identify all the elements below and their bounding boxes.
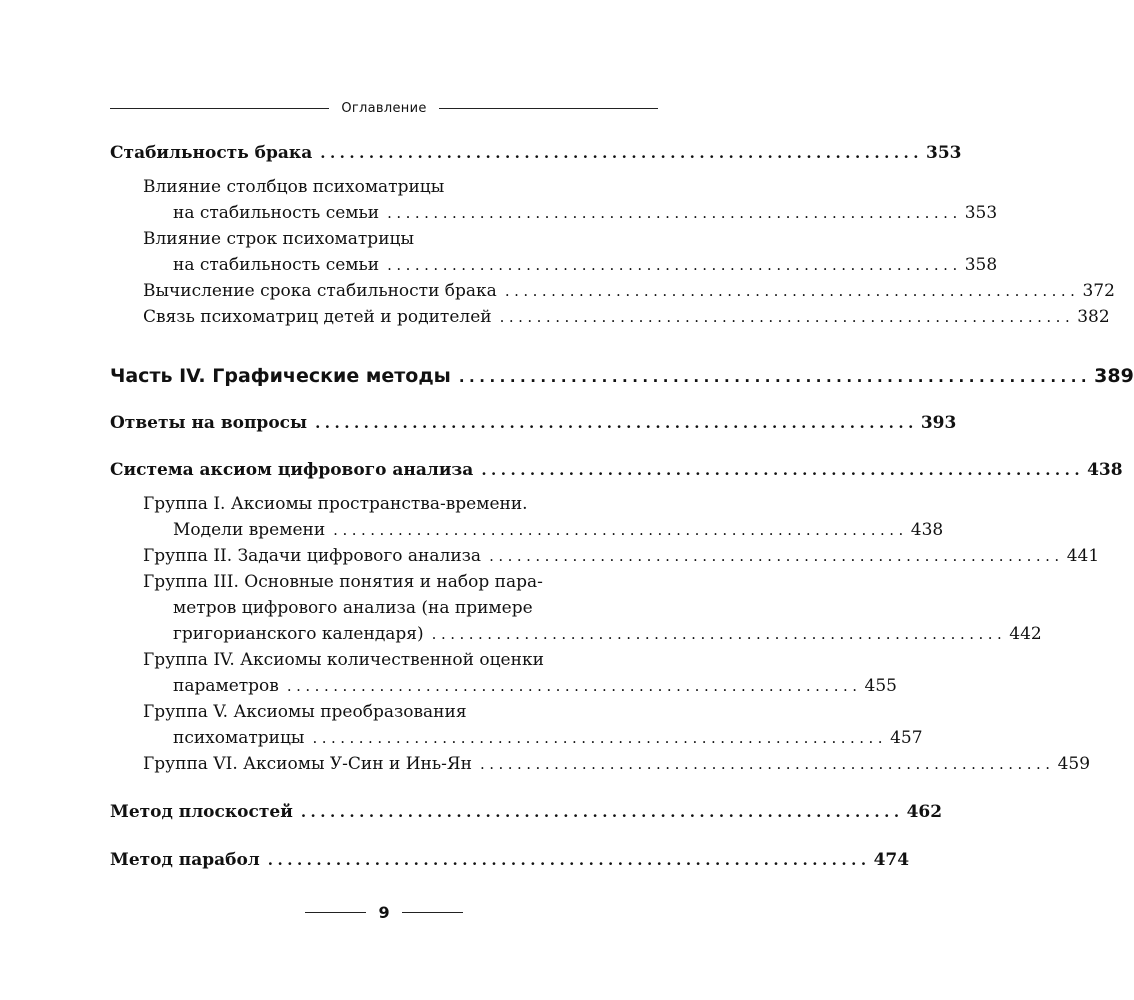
toc-entry-group5-line1[interactable]: Группа V. Аксиомы преобразования <box>143 702 467 722</box>
leader-dots: .............................................................. <box>504 282 1080 300</box>
leader-dots: .............................................................. <box>387 204 962 222</box>
leader-dots: .............................................................. <box>312 729 888 747</box>
toc-entry-group3[interactable]: григорианского календаря) .............................................................. 442 <box>110 621 655 647</box>
toc-entry-group4[interactable]: параметров .............................................................. 455 <box>110 673 655 699</box>
toc-entry-group4-line1[interactable]: Группа IV. Аксиомы количественной оценки <box>143 650 544 670</box>
header-title: Оглавление <box>341 100 427 116</box>
toc-entry-planes[interactable]: Метод плоскостей .............................................................. 462 <box>110 799 655 825</box>
leader-dots: .............................................................. <box>458 368 1092 386</box>
leader-dots: .............................................................. <box>431 625 1007 643</box>
page-footer <box>305 900 463 924</box>
leader-dots: .............................................................. <box>479 755 1055 773</box>
toc-entry-answers[interactable]: Ответы на вопросы .............................................................. 393 <box>110 410 655 436</box>
leader-dots: .............................................................. <box>320 144 923 162</box>
toc-entry-group1-line1[interactable]: Группа I. Аксиомы пространства-времени. <box>143 494 528 514</box>
leader-dots: .............................................................. <box>333 521 908 539</box>
running-header <box>110 97 658 119</box>
toc-entry-stability[interactable]: Стабильность брака .............................................................. 353 <box>110 140 655 166</box>
toc-entry-group3-line2[interactable]: метров цифрового анализа (на примере <box>173 598 533 618</box>
toc-entry-group2[interactable]: Группа II. Задачи цифрового анализа .............................................................. 441 <box>110 543 655 569</box>
page-number: 9 <box>378 902 390 922</box>
toc-entry-parabolas[interactable]: Метод парабол .............................................................. 474 <box>110 847 655 873</box>
toc-entry-rows-line1[interactable]: Влияние строк психоматрицы <box>143 229 414 249</box>
toc-entry-children-parents[interactable]: Связь психоматриц детей и родителей .............................................................. 382 <box>110 304 655 330</box>
leader-dots: .............................................................. <box>387 256 962 274</box>
footer-rule-right <box>402 912 463 913</box>
toc-entry-axioms[interactable]: Система аксиом цифрового анализа .............................................................. 438 <box>110 457 655 483</box>
toc-entry-group3-line1[interactable]: Группа III. Основные понятия и набор пара- <box>143 572 543 592</box>
toc-entry-group6[interactable]: Группа VI. Аксиомы У-Син и Инь-Ян .............................................................. 459 <box>110 751 655 777</box>
toc-entry-columns-line1[interactable]: Влияние столбцов психоматрицы <box>143 177 445 197</box>
leader-dots: .............................................................. <box>300 803 904 821</box>
leader-dots: .............................................................. <box>481 461 1085 479</box>
toc-entry-columns[interactable]: на стабильность семьи .............................................................. 353 <box>110 200 655 226</box>
toc-entry-group1[interactable]: Модели времени .............................................................. 438 <box>110 517 655 543</box>
leader-dots: .............................................................. <box>315 414 918 432</box>
toc-entry-group5[interactable]: психоматрицы .............................................................. 457 <box>110 725 655 751</box>
table-of-contents <box>110 140 1134 873</box>
leader-dots: .............................................................. <box>499 308 1075 326</box>
leader-dots: .............................................................. <box>489 547 1064 565</box>
toc-entry-duration[interactable]: Вычисление срока стабильности брака .............................................................. 372 <box>110 278 655 304</box>
header-rule-right <box>439 108 658 109</box>
footer-rule-left <box>305 912 366 913</box>
leader-dots: .............................................................. <box>286 677 862 695</box>
toc-entry-rows[interactable]: на стабильность семьи .............................................................. 358 <box>110 252 655 278</box>
header-rule-left <box>110 108 329 109</box>
toc-entry-part4[interactable]: Часть IV. Графические методы .............................................................. 389 <box>110 363 655 389</box>
leader-dots: .............................................................. <box>267 851 871 869</box>
